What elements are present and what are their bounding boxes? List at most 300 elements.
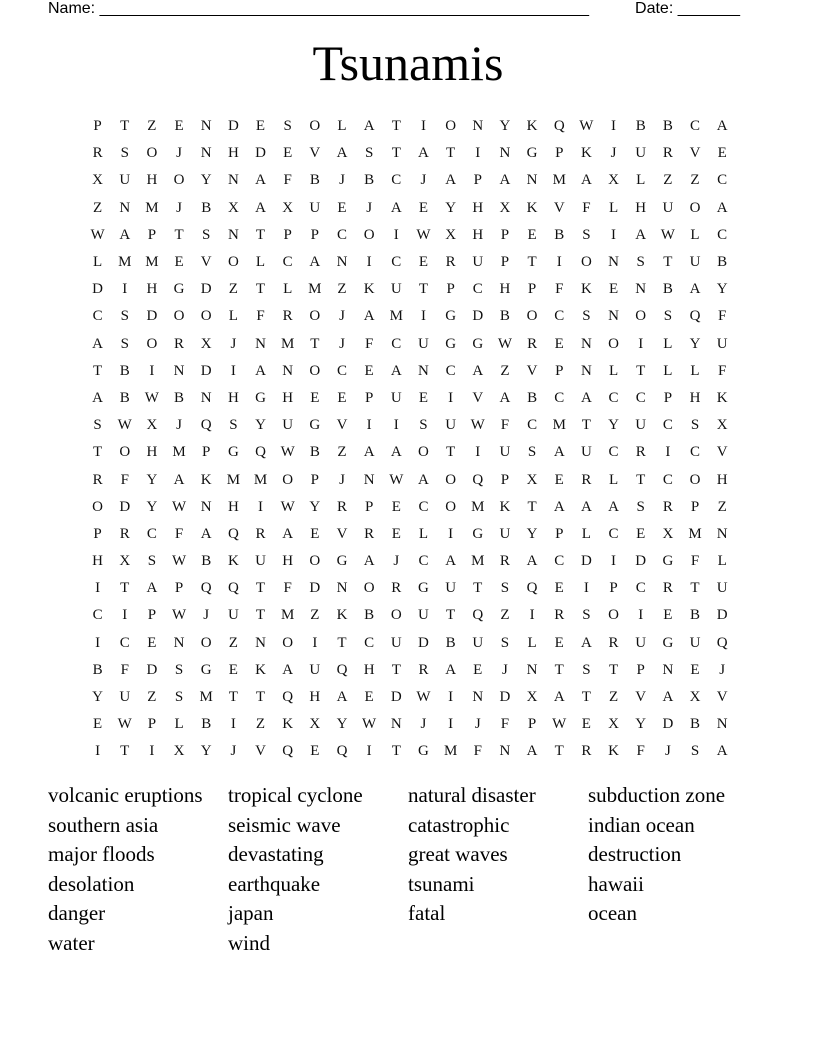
grid-letter[interactable]: F [718, 362, 727, 379]
grid-letter[interactable]: S [283, 118, 292, 135]
grid-letter[interactable]: Q [200, 580, 212, 597]
grid-letter[interactable]: V [716, 689, 728, 706]
grid-letter[interactable]: I [420, 308, 426, 325]
grid-letter[interactable]: D [716, 607, 728, 624]
grid-letter[interactable]: S [229, 417, 238, 434]
grid-letter[interactable]: C [146, 525, 157, 542]
grid-letter[interactable]: P [93, 118, 102, 135]
grid-letter[interactable]: E [418, 199, 429, 216]
grid-letter[interactable]: B [717, 254, 728, 271]
grid-letter[interactable]: T [92, 444, 103, 461]
grid-letter[interactable]: L [717, 553, 727, 570]
grid-letter[interactable]: Y [336, 716, 348, 733]
grid-letter[interactable]: X [282, 199, 294, 216]
date-field-label[interactable]: Date: _______ [635, 0, 740, 17]
grid-letter[interactable]: A [363, 118, 375, 135]
grid-letter[interactable]: F [256, 308, 265, 325]
grid-letter[interactable]: E [554, 634, 564, 651]
grid-letter[interactable]: K [608, 743, 619, 760]
grid-letter[interactable]: B [445, 634, 456, 651]
grid-letter[interactable]: D [472, 308, 484, 325]
grid-letter[interactable]: B [119, 362, 130, 379]
grid-letter[interactable]: D [119, 498, 131, 515]
grid-letter[interactable]: Z [228, 634, 238, 651]
grid-letter[interactable]: N [119, 199, 131, 216]
grid-letter[interactable]: W [280, 444, 295, 461]
grid-letter[interactable]: Q [472, 607, 484, 624]
grid-letter[interactable]: V [336, 417, 348, 434]
grid-letter[interactable]: R [282, 308, 293, 325]
grid-letter[interactable]: K [363, 281, 375, 298]
grid-letter[interactable]: A [146, 580, 158, 597]
grid-letter[interactable]: V [716, 444, 728, 461]
grid-letter[interactable]: C [336, 362, 347, 379]
grid-letter[interactable]: A [689, 281, 701, 298]
grid-letter[interactable]: U [472, 254, 484, 271]
grid-letter[interactable]: R [554, 607, 565, 624]
grid-letter[interactable]: O [146, 145, 158, 162]
grid-letter[interactable]: D [255, 145, 266, 162]
grid-letter[interactable]: G [526, 145, 538, 162]
grid-letter[interactable]: A [499, 389, 511, 406]
grid-letter[interactable]: O [580, 254, 592, 271]
grid-letter[interactable]: I [122, 607, 128, 624]
grid-letter[interactable]: T [554, 743, 564, 760]
grid-letter[interactable]: T [554, 661, 564, 678]
grid-letter[interactable]: U [580, 444, 592, 461]
grid-letter[interactable]: O [92, 498, 103, 515]
grid-letter[interactable]: H [472, 226, 484, 243]
grid-letter[interactable]: A [119, 226, 131, 243]
grid-letter[interactable]: T [636, 362, 646, 379]
grid-letter[interactable]: R [391, 580, 402, 597]
grid-letter[interactable]: C [554, 389, 565, 406]
grid-letter[interactable]: O [418, 444, 429, 461]
grid-letter[interactable]: N [336, 254, 348, 271]
grid-letter[interactable]: U [499, 525, 511, 542]
grid-letter[interactable]: H [227, 389, 239, 406]
grid-letter[interactable]: B [554, 226, 565, 243]
grid-letter[interactable]: J [230, 743, 237, 760]
grid-letter[interactable]: O [173, 172, 185, 189]
grid-letter[interactable]: R [662, 498, 673, 515]
grid-letter[interactable]: I [258, 498, 264, 515]
grid-letter[interactable]: Z [500, 607, 510, 624]
grid-letter[interactable]: K [336, 607, 348, 624]
grid-letter[interactable]: C [92, 308, 103, 325]
grid-letter[interactable]: U [635, 145, 647, 162]
grid-letter[interactable]: U [390, 389, 402, 406]
grid-letter[interactable]: T [120, 743, 130, 760]
grid-letter[interactable]: D [390, 689, 402, 706]
grid-letter[interactable]: I [611, 553, 617, 570]
grid-letter[interactable]: E [92, 716, 103, 733]
grid-letter[interactable]: R [336, 498, 347, 515]
grid-letter[interactable]: U [445, 417, 457, 434]
grid-letter[interactable]: Y [255, 417, 266, 434]
grid-letter[interactable]: A [580, 389, 592, 406]
grid-letter[interactable]: L [228, 308, 238, 325]
grid-letter[interactable]: I [393, 417, 399, 434]
grid-letter[interactable]: A [716, 118, 728, 135]
grid-letter[interactable]: I [529, 607, 535, 624]
grid-letter[interactable]: P [147, 226, 157, 243]
grid-letter[interactable]: E [581, 716, 591, 733]
grid-letter[interactable]: R [92, 471, 103, 488]
grid-letter[interactable]: I [122, 281, 128, 298]
grid-letter[interactable]: R [174, 335, 185, 352]
grid-letter[interactable]: S [582, 661, 591, 678]
grid-letter[interactable]: L [690, 362, 700, 379]
grid-letter[interactable]: H [282, 553, 294, 570]
grid-letter[interactable]: F [120, 471, 129, 488]
grid-letter[interactable]: O [309, 553, 321, 570]
grid-letter[interactable]: U [390, 281, 402, 298]
grid-letter[interactable]: S [419, 417, 428, 434]
grid-letter[interactable]: H [472, 199, 484, 216]
grid-letter[interactable]: A [255, 172, 266, 189]
grid-letter[interactable]: E [310, 389, 320, 406]
grid-letter[interactable]: E [636, 525, 646, 542]
grid-letter[interactable]: I [95, 580, 101, 597]
grid-letter[interactable]: Q [336, 743, 348, 760]
grid-letter[interactable]: P [636, 661, 645, 678]
grid-letter[interactable]: C [662, 471, 673, 488]
grid-letter[interactable]: Y [309, 498, 321, 515]
grid-letter[interactable]: E [337, 389, 347, 406]
grid-letter[interactable]: B [364, 172, 375, 189]
grid-letter[interactable]: X [173, 743, 185, 760]
grid-letter[interactable]: E [364, 362, 374, 379]
grid-letter[interactable]: C [445, 362, 456, 379]
grid-letter[interactable]: S [582, 308, 591, 325]
grid-letter[interactable]: B [201, 716, 212, 733]
grid-letter[interactable]: C [662, 417, 673, 434]
grid-letter[interactable]: T [228, 689, 238, 706]
grid-letter[interactable]: C [418, 498, 429, 515]
grid-letter[interactable]: O [119, 444, 131, 461]
grid-letter[interactable]: F [364, 335, 374, 352]
grid-letter[interactable]: T [581, 417, 591, 434]
grid-letter[interactable]: Z [717, 498, 727, 515]
grid-letter[interactable]: V [200, 254, 212, 271]
grid-letter[interactable]: T [391, 743, 401, 760]
grid-letter[interactable]: Z [147, 689, 157, 706]
grid-letter[interactable]: T [446, 145, 456, 162]
grid-letter[interactable]: O [309, 308, 321, 325]
grid-letter[interactable]: A [92, 335, 103, 352]
grid-letter[interactable]: W [117, 417, 132, 434]
grid-letter[interactable]: J [719, 661, 726, 678]
grid-letter[interactable]: I [638, 335, 644, 352]
grid-letter[interactable]: W [144, 389, 159, 406]
grid-letter[interactable]: C [554, 308, 565, 325]
grid-letter[interactable]: B [690, 607, 701, 624]
grid-letter[interactable]: X [119, 553, 131, 570]
grid-letter[interactable]: H [282, 389, 294, 406]
grid-letter[interactable]: C [418, 553, 429, 570]
grid-letter[interactable]: S [202, 226, 211, 243]
grid-letter[interactable]: P [446, 281, 455, 298]
grid-letter[interactable]: Z [608, 689, 619, 706]
grid-letter[interactable]: A [580, 172, 592, 189]
grid-letter[interactable]: P [527, 281, 537, 298]
grid-letter[interactable]: Y [689, 335, 701, 352]
grid-letter[interactable]: I [448, 716, 454, 733]
grid-letter[interactable]: S [500, 634, 510, 651]
grid-letter[interactable]: I [95, 634, 101, 651]
grid-letter[interactable]: Q [227, 525, 239, 542]
grid-letter[interactable]: E [663, 607, 673, 624]
grid-letter[interactable]: U [662, 199, 674, 216]
grid-letter[interactable]: J [420, 172, 427, 189]
grid-letter[interactable]: W [171, 498, 187, 515]
grid-letter[interactable]: R [418, 661, 429, 678]
grid-letter[interactable]: A [390, 362, 402, 379]
grid-letter[interactable]: O [445, 471, 457, 488]
grid-letter[interactable]: K [200, 471, 212, 488]
grid-letter[interactable]: T [527, 498, 537, 515]
grid-letter[interactable]: J [366, 199, 373, 216]
grid-letter[interactable]: M [443, 743, 458, 760]
grid-letter[interactable]: M [226, 471, 241, 488]
grid-letter[interactable]: O [689, 471, 701, 488]
grid-letter[interactable]: S [174, 689, 184, 706]
grid-letter[interactable]: M [281, 335, 295, 352]
grid-letter[interactable]: S [690, 743, 700, 760]
grid-letter[interactable]: L [636, 172, 646, 189]
grid-letter[interactable]: M [281, 607, 295, 624]
grid-letter[interactable]: C [635, 580, 646, 597]
grid-letter[interactable]: F [555, 281, 564, 298]
grid-letter[interactable]: A [716, 743, 728, 760]
grid-letter[interactable]: T [446, 607, 456, 624]
grid-letter[interactable]: W [579, 118, 594, 135]
grid-letter[interactable]: U [499, 444, 511, 461]
grid-letter[interactable]: W [416, 689, 431, 706]
grid-letter[interactable]: L [690, 226, 700, 243]
grid-letter[interactable]: W [416, 226, 431, 243]
grid-letter[interactable]: U [282, 417, 294, 434]
grid-letter[interactable]: K [580, 145, 592, 162]
grid-letter[interactable]: S [120, 335, 129, 352]
grid-letter[interactable]: N [472, 118, 484, 135]
grid-letter[interactable]: V [336, 525, 348, 542]
grid-letter[interactable]: Q [227, 580, 239, 597]
grid-letter[interactable]: A [418, 145, 429, 162]
grid-letter[interactable]: B [499, 308, 510, 325]
grid-letter[interactable]: T [310, 335, 320, 352]
grid-letter[interactable]: O [173, 308, 185, 325]
grid-letter[interactable]: I [448, 525, 454, 542]
grid-letter[interactable]: Z [147, 118, 157, 135]
grid-letter[interactable]: R [499, 553, 510, 570]
grid-letter[interactable]: Y [200, 172, 212, 189]
grid-letter[interactable]: M [471, 498, 485, 515]
grid-letter[interactable]: Q [282, 689, 294, 706]
grid-letter[interactable]: J [176, 145, 182, 162]
grid-letter[interactable]: G [336, 553, 348, 570]
grid-letter[interactable]: M [552, 172, 566, 189]
grid-letter[interactable]: D [499, 689, 511, 706]
grid-letter[interactable]: S [663, 308, 673, 325]
grid-letter[interactable]: L [337, 118, 347, 135]
grid-letter[interactable]: Y [146, 498, 158, 515]
grid-letter[interactable]: R [364, 525, 375, 542]
grid-letter[interactable]: M [308, 281, 322, 298]
grid-letter[interactable]: Z [228, 281, 238, 298]
grid-letter[interactable]: F [283, 580, 292, 597]
grid-letter[interactable]: N [227, 226, 239, 243]
grid-letter[interactable]: C [282, 254, 293, 271]
grid-letter[interactable]: N [499, 743, 511, 760]
grid-letter[interactable]: B [662, 118, 673, 135]
grid-letter[interactable]: F [500, 417, 510, 434]
grid-letter[interactable]: Z [92, 199, 103, 216]
grid-letter[interactable]: A [390, 199, 402, 216]
grid-letter[interactable]: U [309, 199, 321, 216]
grid-letter[interactable]: A [309, 254, 321, 271]
grid-letter[interactable]: C [717, 226, 728, 243]
grid-letter[interactable]: E [690, 661, 700, 678]
grid-letter[interactable]: E [174, 254, 184, 271]
grid-letter[interactable]: B [364, 607, 375, 624]
grid-letter[interactable]: H [146, 281, 158, 298]
grid-letter[interactable]: D [200, 362, 212, 379]
grid-letter[interactable]: O [608, 335, 619, 352]
grid-letter[interactable]: P [174, 580, 184, 597]
grid-letter[interactable]: J [230, 335, 237, 352]
grid-letter[interactable]: E [337, 199, 347, 216]
grid-letter[interactable]: N [390, 716, 402, 733]
grid-letter[interactable]: T [92, 362, 103, 379]
grid-letter[interactable]: G [445, 308, 457, 325]
grid-letter[interactable]: I [312, 634, 318, 651]
grid-letter[interactable]: O [200, 634, 212, 651]
grid-letter[interactable]: M [253, 471, 268, 488]
grid-letter[interactable]: I [638, 607, 644, 624]
grid-letter[interactable]: J [420, 716, 427, 733]
grid-letter[interactable]: A [200, 525, 212, 542]
grid-letter[interactable]: O [363, 580, 375, 597]
grid-letter[interactable]: W [280, 498, 295, 515]
grid-letter[interactable]: Q [336, 661, 348, 678]
grid-letter[interactable]: T [473, 580, 483, 597]
grid-letter[interactable]: P [555, 525, 564, 542]
grid-letter[interactable]: Q [255, 444, 266, 461]
grid-letter[interactable]: D [92, 281, 103, 298]
grid-letter[interactable]: K [526, 199, 538, 216]
grid-letter[interactable]: U [635, 417, 647, 434]
grid-letter[interactable]: C [472, 281, 483, 298]
grid-letter[interactable]: T [120, 580, 130, 597]
grid-letter[interactable]: J [176, 199, 182, 216]
grid-letter[interactable]: W [117, 716, 132, 733]
grid-letter[interactable]: G [227, 444, 239, 461]
grid-letter[interactable]: T [255, 226, 266, 243]
grid-letter[interactable]: V [635, 689, 647, 706]
grid-letter[interactable]: U [390, 634, 402, 651]
grid-letter[interactable]: F [174, 525, 184, 542]
grid-letter[interactable]: X [608, 172, 619, 189]
grid-letter[interactable]: O [635, 308, 647, 325]
grid-letter[interactable]: V [526, 362, 538, 379]
grid-letter[interactable]: H [227, 498, 239, 515]
grid-letter[interactable]: H [689, 389, 701, 406]
grid-letter[interactable]: T [690, 580, 700, 597]
grid-letter[interactable]: P [555, 145, 564, 162]
grid-letter[interactable]: W [552, 716, 567, 733]
grid-letter[interactable]: C [364, 634, 375, 651]
grid-letter[interactable]: X [608, 716, 619, 733]
grid-letter[interactable]: Y [635, 716, 647, 733]
grid-letter[interactable]: Q [689, 308, 701, 325]
grid-letter[interactable]: T [663, 254, 673, 271]
grid-letter[interactable]: A [336, 145, 348, 162]
grid-letter[interactable]: Q [472, 471, 484, 488]
grid-letter[interactable]: N [227, 172, 239, 189]
grid-letter[interactable]: O [282, 471, 294, 488]
grid-letter[interactable]: A [553, 689, 565, 706]
grid-letter[interactable]: E [473, 661, 483, 678]
grid-letter[interactable]: Y [608, 417, 619, 434]
grid-letter[interactable]: I [366, 254, 372, 271]
grid-letter[interactable]: E [228, 661, 238, 678]
grid-letter[interactable]: H [499, 281, 511, 298]
grid-letter[interactable]: D [662, 716, 674, 733]
grid-letter[interactable]: H [635, 199, 647, 216]
grid-letter[interactable]: X [227, 199, 239, 216]
grid-letter[interactable]: A [580, 634, 592, 651]
grid-letter[interactable]: B [201, 553, 212, 570]
grid-letter[interactable]: X [499, 199, 511, 216]
grid-letter[interactable]: W [470, 417, 485, 434]
grid-letter[interactable]: S [527, 444, 537, 461]
grid-letter[interactable]: P [310, 226, 319, 243]
grid-letter[interactable]: E [554, 471, 564, 488]
grid-letter[interactable]: D [146, 661, 158, 678]
grid-letter[interactable]: A [418, 471, 429, 488]
grid-letter[interactable]: S [500, 580, 510, 597]
grid-letter[interactable]: O [309, 118, 321, 135]
grid-letter[interactable]: E [418, 389, 429, 406]
grid-letter[interactable]: P [690, 498, 700, 515]
grid-letter[interactable]: G [472, 335, 484, 352]
grid-letter[interactable]: F [500, 716, 510, 733]
grid-letter[interactable]: T [120, 118, 130, 135]
grid-letter[interactable]: B [174, 389, 185, 406]
grid-letter[interactable]: X [92, 172, 103, 189]
grid-letter[interactable]: A [363, 553, 375, 570]
grid-letter[interactable]: Y [146, 471, 158, 488]
grid-letter[interactable]: L [283, 281, 293, 298]
grid-letter[interactable]: S [690, 417, 700, 434]
grid-letter[interactable]: I [475, 444, 481, 461]
grid-letter[interactable]: B [309, 444, 320, 461]
grid-letter[interactable]: S [147, 553, 157, 570]
grid-letter[interactable]: I [366, 417, 372, 434]
grid-letter[interactable]: C [690, 444, 701, 461]
grid-letter[interactable]: P [473, 172, 482, 189]
grid-letter[interactable]: D [227, 118, 239, 135]
grid-letter[interactable]: G [418, 580, 429, 597]
grid-letter[interactable]: M [552, 417, 566, 434]
grid-letter[interactable]: H [716, 471, 728, 488]
grid-letter[interactable]: V [255, 743, 266, 760]
grid-letter[interactable]: E [310, 525, 320, 542]
grid-letter[interactable]: N [716, 716, 728, 733]
grid-letter[interactable]: M [118, 254, 132, 271]
